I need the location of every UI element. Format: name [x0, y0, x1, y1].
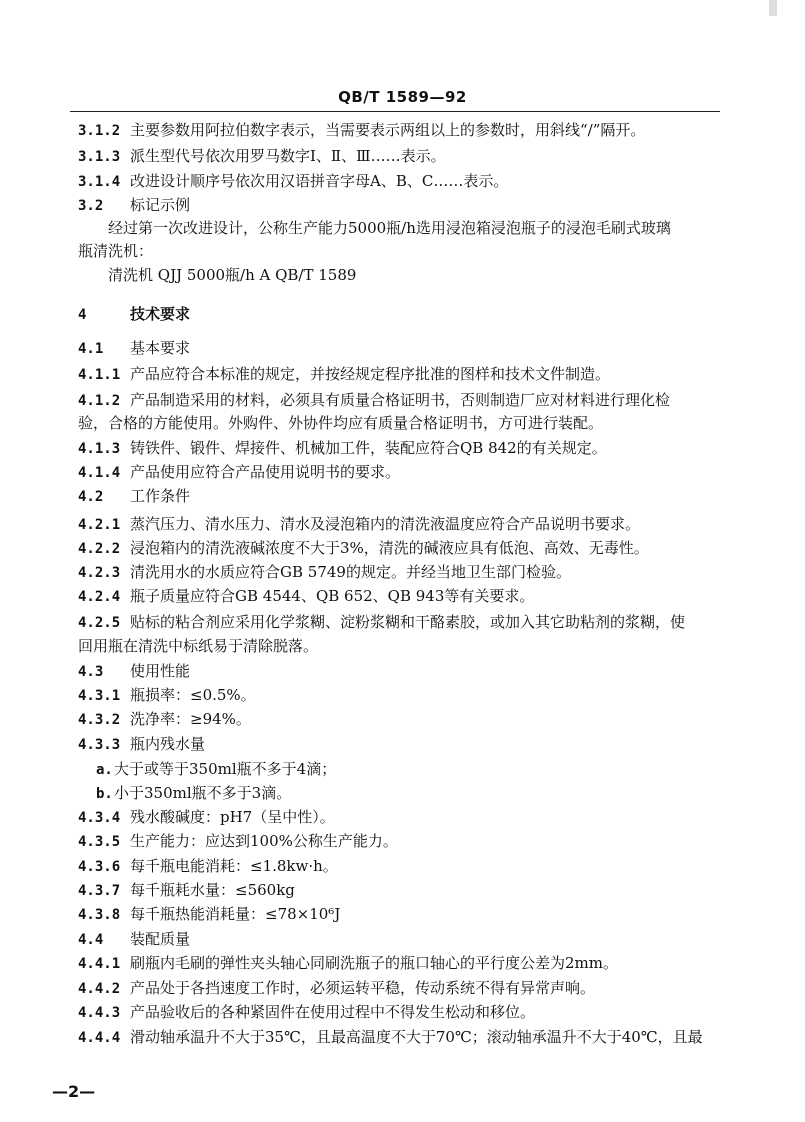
text-line [78, 1002, 535, 1023]
clause-text: 每千瓶电能消耗：≤1.8kw·h。 [130, 857, 338, 875]
clause-text: 清洗用水的水质应符合GB 5749的规定。并经当地卫生部门检验。 [130, 563, 571, 581]
clause-text: 改进设计顺序号依次用汉语拼音字母A、B、C……表示。 [130, 172, 509, 190]
text-line [78, 364, 610, 385]
clause-number: 4.4.1 [78, 956, 121, 972]
text-line [78, 734, 205, 755]
text-line [78, 304, 190, 325]
clause-number: 4.3.4 [78, 810, 121, 826]
clause-number: 4.1 [78, 341, 104, 357]
page-number: —2— [52, 1082, 96, 1101]
clause-number: 4.1.1 [78, 367, 121, 383]
text-line [78, 562, 571, 583]
clause-text: 蒸汽压力、清水压力、清水及浸泡箱内的清洗液温度应符合产品说明书要求。 [130, 515, 641, 533]
clause-text: 每千瓶热能消耗量：≤78×10⁶J [130, 905, 341, 923]
clause-text: 大于或等于350ml瓶不多于4滴； [114, 760, 337, 778]
clause-number: 3.1.4 [78, 174, 121, 190]
clause-text: 残水酸碱度：pH7（呈中性）。 [130, 808, 335, 826]
clause-number: b. [96, 786, 113, 802]
text-line [78, 880, 295, 901]
text-line [78, 612, 685, 633]
clause-text: 洗净率：≥94%。 [130, 710, 251, 728]
clause-text: 工作条件 [130, 487, 191, 505]
clause-number: 4.3.6 [78, 859, 121, 875]
text-line [78, 807, 335, 828]
clause-text: 派生型代号依次用罗马数字Ⅰ、Ⅱ、Ⅲ……表示。 [130, 147, 446, 165]
clause-number: 4.2.4 [78, 589, 121, 605]
clause-number: 4.2.3 [78, 565, 121, 581]
clause-text: 铸铁件、锻件、焊接件、机械加工件，装配应符合QB 842的有关规定。 [130, 439, 607, 457]
text-line [78, 462, 400, 483]
clause-number: 4.4 [78, 932, 104, 948]
text-line [78, 856, 338, 877]
clause-number: 4.3.5 [78, 834, 121, 850]
clause-number: 4.3.8 [78, 907, 121, 923]
clause-text: 产品处于各挡速度工作时，必须运转平稳，传动系统不得有异常声响。 [130, 979, 596, 997]
clause-number: 4.1.4 [78, 465, 121, 481]
clause-text: 清洗机 QJJ 5000瓶/h A QB/T 1589 [108, 266, 357, 284]
clause-number: 4.3.3 [78, 737, 121, 753]
text-line [78, 390, 670, 411]
text-line [78, 538, 649, 559]
clause-text: 滑动轴承温升不大于35℃，且最高温度不大于70℃；滚动轴承温升不大于40℃，且最 [130, 1028, 703, 1046]
clause-text: 标记示例 [130, 196, 191, 214]
clause-text: 刷瓶内毛刷的弹性夹头轴心同刷洗瓶子的瓶口轴心的平行度公差为2mm。 [130, 954, 618, 972]
clause-text: 每千瓶耗水量：≤560kg [130, 881, 295, 899]
clause-number: 3.2 [78, 198, 104, 214]
clause-text: 产品应符合本标准的规定，并按经规定程序批准的图样和技术文件制造。 [130, 365, 611, 383]
clause-number: 4.3 [78, 664, 104, 680]
clause-number: 3.1.2 [78, 123, 121, 139]
text-line [78, 953, 618, 974]
text-line [78, 904, 340, 925]
clause-text: 生产能力：应达到100%公称生产能力。 [130, 832, 398, 850]
page-header: QB/T 1589—92 [338, 88, 467, 106]
clause-text: 瓶损率：≤0.5%。 [130, 686, 256, 704]
clause-text: 瓶内残水量 [130, 735, 206, 753]
text-line [78, 1027, 703, 1048]
scan-mark [769, 0, 777, 16]
text-line [78, 338, 190, 359]
clause-number: 4.3.1 [78, 688, 121, 704]
clause-number: 4.4.4 [78, 1030, 121, 1046]
clause-number: 4.1.3 [78, 441, 121, 457]
clause-number: 4.4.2 [78, 981, 121, 997]
clause-text: 验，合格的方能使用。外购件、外协件均应有质量合格证明书，方可进行装配。 [78, 414, 604, 432]
clause-number: 4.2.5 [78, 615, 121, 631]
clause-text: 主要参数用阿拉伯数字表示，当需要表示两组以上的参数时，用斜线“/”隔开。 [130, 121, 646, 139]
text-line [78, 438, 607, 459]
text-line [96, 759, 336, 780]
clause-text: 贴标的粘合剂应采用化学浆糊、淀粉浆糊和干酪素胶，或加入其它助粘剂的浆糊，使 [130, 613, 686, 631]
clause-text: 产品验收后的各种紧固件在使用过程中不得发生松动和移位。 [130, 1003, 536, 1021]
clause-number: 4.4.3 [78, 1005, 121, 1021]
clause-text: 基本要求 [130, 339, 191, 357]
clause-number: 3.1.3 [78, 149, 121, 165]
clause-text: 小于350ml瓶不多于3滴。 [114, 784, 292, 802]
text-line [108, 265, 356, 285]
text-line [78, 146, 446, 167]
text-line [78, 241, 153, 261]
text-line [78, 636, 318, 656]
text-line [78, 685, 256, 706]
text-line [78, 195, 190, 216]
clause-number: a. [96, 762, 113, 778]
header-rule [70, 111, 720, 112]
clause-text: 产品制造采用的材料，必须具有质量合格证明书，否则制造厂应对材料进行理化检 [130, 391, 671, 409]
clause-text: 回用瓶在清洗中标纸易于清除脱落。 [78, 637, 319, 655]
clause-number: 4.3.2 [78, 712, 121, 728]
clause-text: 瓶子质量应符合GB 4544、QB 652、QB 943等有关要求。 [130, 587, 535, 605]
clause-number: 4.2.1 [78, 517, 121, 533]
text-line [78, 586, 534, 607]
text-line [78, 120, 645, 141]
clause-text: 浸泡箱内的清洗液碱浓度不大于3%，清洗的碱液应具有低泡、高效、无毒性。 [130, 539, 649, 557]
text-line [78, 709, 251, 730]
text-line [96, 783, 291, 804]
text-line [108, 218, 671, 238]
clause-text: 技术要求 [130, 305, 191, 323]
clause-number: 4.2.2 [78, 541, 121, 557]
clause-text: 装配质量 [130, 930, 191, 948]
text-line [78, 978, 595, 999]
clause-text: 瓶清洗机： [78, 242, 154, 260]
clause-text: 产品使用应符合产品使用说明书的要求。 [130, 463, 401, 481]
text-line [78, 171, 508, 192]
clause-number: 4.1.2 [78, 393, 121, 409]
clause-number: 4.2 [78, 489, 104, 505]
text-line [78, 661, 190, 682]
clause-number: 4 [78, 307, 87, 323]
clause-number: 4.3.7 [78, 883, 121, 899]
text-line [78, 413, 603, 433]
text-line [78, 514, 640, 535]
clause-text: 经过第一次改进设计，公称生产能力5000瓶/h选用浸泡箱浸泡瓶子的浸泡毛刷式玻璃 [108, 219, 671, 237]
text-line [78, 831, 398, 852]
text-line [78, 929, 190, 950]
clause-text: 使用性能 [130, 662, 191, 680]
text-line [78, 486, 190, 507]
